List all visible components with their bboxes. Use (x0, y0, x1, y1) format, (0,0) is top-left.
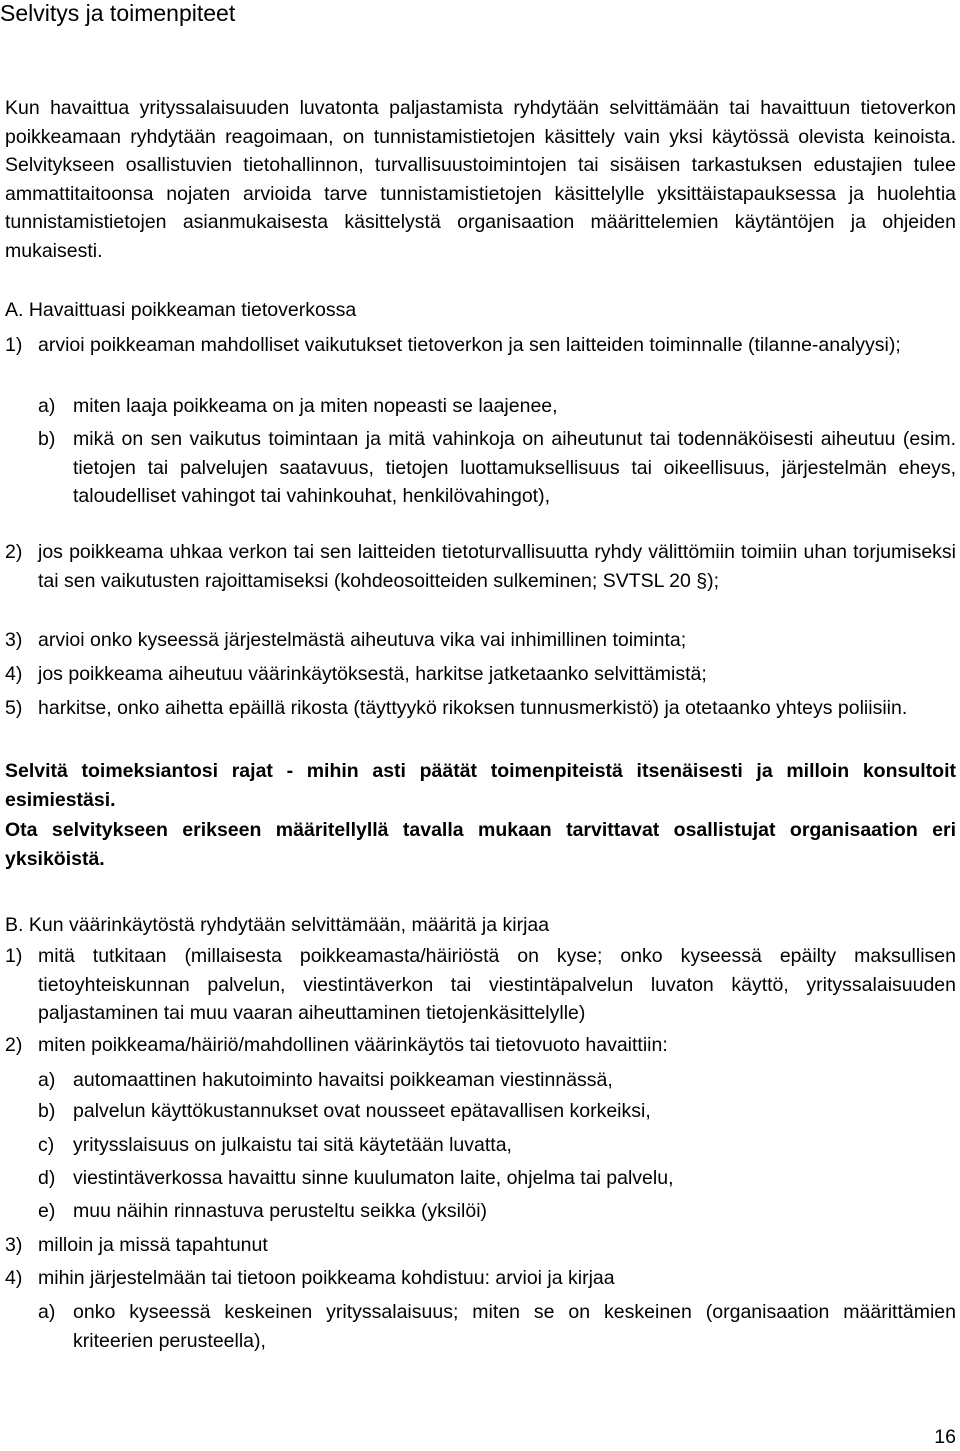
list-letter: a) (38, 1301, 56, 1323)
list-letter: b) (38, 1100, 56, 1122)
list-item: jos poikkeama aiheutuu väärinkäytöksestä, harkitse jatketaanko selvittämistä; (38, 663, 707, 685)
intro-paragraph: Kun havaittua yrityssalaisuuden luvatonta paljastamista ryhdytään selvittämään tai havaittuun tietoverkon poikkeamaan ryhdytään reagoimaan, on tunnistamistietojen käsittely vain yksi käytössä olevista keinoista. Selvitykseen osallistuvien tietohallinnon, turvallisuustoimintojen tai sisäisen tarkastuksen edustajien tulee ammattitaitoonsa nojaten arvioida tarve tunnistamistietojen käsittelylle yksittäistapauksessa ja huolehtia tunnistamistietojen asianmukaisesta käsittelystä organisaation määrittelemien käytäntöjen ja ohjeiden mukaisesti. (5, 97, 956, 262)
list-item: palvelun käyttökustannukset ovat nousseet epätavallisen korkeiksi, (73, 1100, 651, 1122)
list-number: 4) (5, 1267, 23, 1289)
list-item: arvioi onko kyseessä järjestelmästä aiheutuva vika vai inhimillinen toiminta; (38, 629, 687, 651)
list-item: milloin ja missä tapahtunut (38, 1234, 268, 1256)
list-item: miten poikkeama/häiriö/mahdollinen väärinkäytös tai tietovuoto havaittiin: (38, 1034, 668, 1056)
bold-note-scope: Selvitä toimeksiantosi rajat - mihin asti päätät toimenpiteistä itsenäisesti ja milloin konsultoit esimiestäsi. (5, 760, 956, 811)
list-number: 1) (5, 945, 23, 967)
list-letter: b) (38, 428, 56, 450)
list-number: 2) (5, 541, 23, 563)
list-number: 1) (5, 334, 23, 356)
list-item: jos poikkeama uhkaa verkon tai sen laitteiden tietoturvallisuutta ryhdy välittömiin toimiin uhan torjumiseksi tai sen vaikutusten rajoittamiseksi (kohdeosoitteiden sulkeminen; SVTSL 20 §); (38, 541, 956, 592)
list-number: 3) (5, 629, 23, 651)
list-number: 5) (5, 697, 23, 719)
list-item: arvioi poikkeaman mahdolliset vaikutukset tietoverkon ja sen laitteiden toiminnalle (tilanne-analyysi); (38, 334, 901, 356)
list-letter: e) (38, 1200, 56, 1222)
page-number: 16 (934, 1426, 956, 1448)
list-number: 2) (5, 1034, 23, 1056)
list-letter: d) (38, 1167, 56, 1189)
list-item: yritysslaisuus on julkaistu tai sitä käytetään luvatta, (73, 1134, 512, 1156)
bold-note-participants: Ota selvitykseen erikseen määritellyllä tavalla mukaan tarvittavat osallistujat organisaation eri yksiköistä. (5, 819, 956, 870)
list-item: miten laaja poikkeama on ja miten nopeasti se laajenee, (73, 395, 558, 417)
list-item: automaattinen hakutoiminto havaitsi poikkeaman viestinnässä, (73, 1069, 613, 1091)
list-item: muu näihin rinnastuva perusteltu seikka (yksilöi) (73, 1200, 488, 1222)
list-letter: c) (38, 1134, 55, 1156)
list-item: mitä tutkitaan (millaisesta poikkeamasta/häiriöstä on kyse; onko kyseessä epäilty maksullisen tietoyhteiskunnan palvelun, viestintäverkon tai viestintäpalvelun luvaton käyttö, yrityssalaisuuden paljastaminen tai muu vaaran aiheuttaminen tietojenkäsittelylle) (38, 945, 956, 1024)
list-item: onko kyseessä keskeinen yrityssalaisuus; miten se on keskeinen (organisaation määrittämien kriteerien perusteella), (73, 1301, 956, 1352)
list-letter: a) (38, 395, 56, 417)
list-number: 4) (5, 663, 23, 685)
section-a-heading: A. Havaittuasi poikkeaman tietoverkossa (5, 299, 357, 321)
list-number: 3) (5, 1234, 23, 1256)
list-letter: a) (38, 1069, 56, 1091)
list-item: mihin järjestelmään tai tietoon poikkeama kohdistuu: arvioi ja kirjaa (38, 1267, 615, 1289)
section-b-heading: B. Kun väärinkäytöstä ryhdytään selvittämään, määritä ja kirjaa (5, 914, 550, 936)
list-item: mikä on sen vaikutus toimintaan ja mitä vahinkoja on aiheutunut tai todennäköisesti aiheutuu (esim. tietojen tai palvelujen saatavuus, tietojen luottamuksellisuus tai oikeellisuus, järjestelmän eheys, taloudelliset vahingot tai vahinkouhat, henkilövahingot), (73, 428, 956, 507)
list-item: viestintäverkossa havaittu sinne kuulumaton laite, ohjelma tai palvelu, (73, 1167, 674, 1189)
page-title: Selvitys ja toimenpiteet (0, 0, 236, 26)
list-item: harkitse, onko aihetta epäillä rikosta (täyttyykö rikoksen tunnusmerkistö) ja otetaanko yhteys poliisiin. (38, 697, 908, 719)
